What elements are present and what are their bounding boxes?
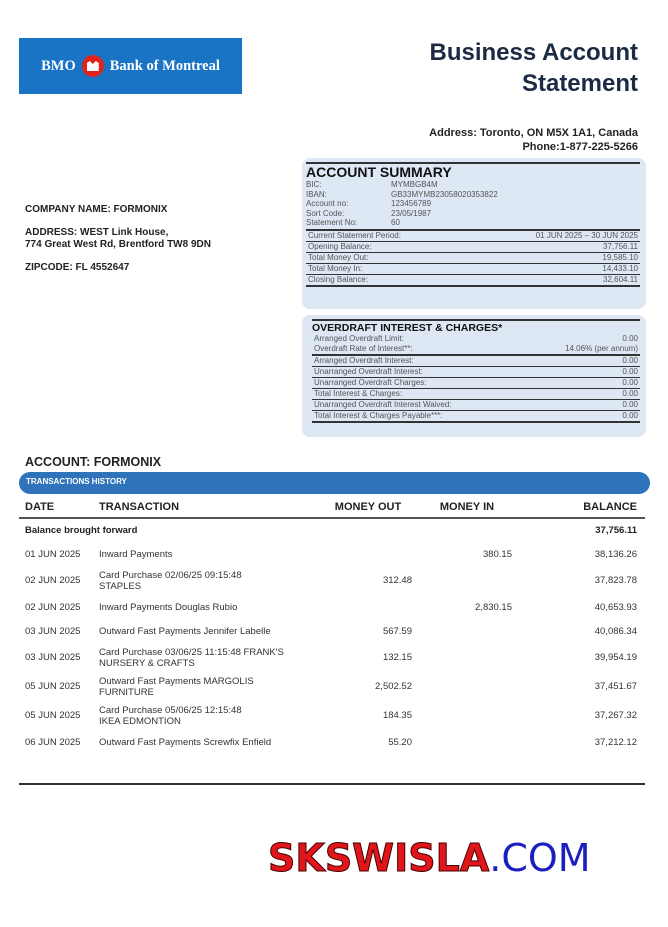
overdraft-label: Unarranged Overdraft Interest Waived: [314, 400, 452, 409]
row-date: 02 JUN 2025 [25, 601, 81, 613]
bank-address: Address: Toronto, ON M5X 1A1, Canada [429, 127, 638, 139]
summary-value: 19,585.10 [602, 252, 638, 262]
summary-row [306, 275, 640, 287]
table-row [19, 701, 645, 730]
row-balance: 37,212.12 [594, 736, 637, 748]
overdraft-value: 14.06% (per annum) [565, 344, 638, 353]
detail-label: Statement No: [306, 218, 358, 227]
row-money-out: 184.35 [382, 710, 412, 721]
row-date: 05 JUN 2025 [25, 710, 81, 721]
row-money-in: 380.15 [482, 548, 512, 560]
company-address-line-1: ADDRESS: WEST Link House, [25, 227, 169, 238]
row-balance: 39,954.19 [594, 652, 637, 663]
row-balance: 40,086.34 [594, 625, 637, 637]
account-summary-title: ACCOUNT SUMMARY [306, 162, 640, 180]
transaction-line-1: Card Purchase 05/06/25 12:15:48 [99, 704, 242, 716]
overdraft-value: 0.00 [622, 400, 638, 409]
row-date: 03 JUN 2025 [25, 625, 81, 637]
overdraft-row [312, 400, 640, 411]
overdraft-row [312, 389, 640, 400]
summary-label: Total Money In: [308, 263, 363, 273]
summary-row [306, 253, 640, 264]
overdraft-row [312, 367, 640, 378]
row-money-in [412, 701, 512, 730]
bank-logo [19, 38, 242, 94]
overdraft-label: Total Interest & Charges Payable***: [314, 411, 443, 420]
row-transaction [99, 595, 324, 619]
document-title [430, 37, 639, 99]
overdraft-value: 0.00 [622, 389, 638, 398]
row-transaction [99, 619, 324, 643]
row-money-out: 55.20 [388, 736, 412, 748]
row-date: 03 JUN 2025 [25, 652, 81, 663]
transaction-line-2: FURNITURE [99, 686, 154, 698]
overdraft-title: OVERDRAFT INTEREST & CHARGES* [312, 319, 640, 334]
row-date: 01 JUN 2025 [25, 548, 81, 560]
transaction-line-1: Outward Fast Payments MARGOLIS [99, 675, 254, 687]
table-row [19, 672, 645, 701]
summary-row [306, 264, 640, 275]
logo-bank-name: Bank of Montreal [109, 57, 220, 74]
detail-label: Account no: [306, 199, 349, 208]
transactions-history-bar: TRANSACTIONS HISTORY [19, 472, 650, 494]
row-money-out: 2,502.52 [375, 681, 412, 692]
summary-value: 32,604.11 [603, 274, 638, 284]
row-money-out: 567.59 [382, 625, 412, 637]
overdraft-value: 0.00 [622, 367, 638, 376]
company-zipcode: ZIPCODE: FL 4552647 [25, 262, 130, 273]
logo-short-name: BMO [41, 57, 76, 74]
detail-label: Sort Code: [306, 208, 345, 218]
transaction-line-2: STAPLES [99, 580, 142, 592]
row-transaction [99, 542, 324, 566]
account-summary-panel [302, 158, 646, 309]
row-money-out [324, 595, 412, 619]
watermark-part-2: .COM [489, 836, 591, 880]
bmo-roundel-icon [82, 55, 104, 77]
summary-label: Total Money Out: [308, 252, 369, 262]
balance-brought-forward-row [19, 518, 645, 542]
row-transaction [99, 566, 324, 595]
row-transaction [99, 701, 324, 730]
detail-row [306, 199, 640, 209]
table-row [19, 542, 645, 566]
overdraft-label: Unarranged Overdraft Interest: [314, 367, 423, 376]
row-money-in [412, 672, 512, 701]
account-details [306, 180, 640, 231]
summary-label: Closing Balance: [308, 274, 369, 284]
brought-forward-balance: 37,756.11 [595, 525, 637, 536]
transaction-line-1: Outward Fast Payments Screwfix Enfield [99, 736, 272, 748]
summary-row [306, 242, 640, 253]
column-header-transaction: TRANSACTION [99, 497, 324, 518]
summary-value: 01 JUN 2025 – 30 JUN 2025 [535, 230, 638, 240]
row-money-in: 2,830.15 [475, 601, 512, 613]
table-header-row [19, 497, 645, 518]
overdraft-value: 0.00 [622, 411, 638, 420]
company-info [25, 204, 211, 274]
table-row [19, 566, 645, 595]
row-date: 02 JUN 2025 [25, 575, 81, 586]
overdraft-label: Overdraft Rate of Interest**: [314, 344, 413, 353]
row-transaction [99, 672, 324, 701]
overdraft-row [312, 378, 640, 389]
transaction-line-2: NURSERY & CRAFTS [99, 657, 195, 669]
overdraft-row [312, 411, 640, 423]
overdraft-value: 0.00 [622, 356, 638, 365]
summary-row [306, 231, 640, 242]
detail-label: BIC: [306, 180, 322, 189]
overdraft-value: 0.00 [622, 334, 638, 343]
overdraft-label: Total Interest & Charges: [314, 389, 403, 398]
row-date: 05 JUN 2025 [25, 681, 81, 692]
detail-value: 123456789 [391, 199, 432, 208]
detail-row [306, 180, 640, 190]
transactions-table [19, 497, 645, 754]
watermark-part-1: SKSWISLA [268, 836, 490, 880]
brought-forward-label: Balance brought forward [25, 525, 138, 536]
transaction-line-1: Card Purchase 02/06/25 09:15:48 [99, 569, 242, 581]
detail-value: 23/05/1987 [391, 208, 432, 218]
transaction-line-1: Inward Payments Douglas Rubio [99, 601, 238, 613]
row-balance: 37,451.67 [594, 681, 637, 692]
row-money-out: 312.48 [382, 575, 412, 586]
summary-value: 37,756.11 [603, 241, 638, 251]
column-header-money-in: MONEY IN [412, 497, 512, 518]
row-money-in [412, 643, 512, 672]
overdraft-row [312, 334, 640, 344]
overdraft-panel [302, 315, 646, 437]
row-balance: 38,136.26 [594, 548, 637, 560]
overdraft-row [312, 356, 640, 367]
detail-row [306, 218, 640, 228]
transaction-line-1: Outward Fast Payments Jennifer Labelle [99, 625, 271, 637]
row-money-in [412, 730, 512, 754]
summary-label: Opening Balance: [308, 241, 372, 251]
overdraft-label: Unarranged Overdraft Charges: [314, 378, 427, 387]
transaction-line-2: IKEA EDMONTION [99, 715, 181, 727]
bank-contact [429, 126, 638, 154]
title-line-1: Business Account [429, 39, 638, 66]
table-row [19, 595, 645, 619]
summary-value: 14,433.10 [602, 263, 638, 273]
row-money-in [412, 566, 512, 595]
column-header-money-out: MONEY OUT [324, 497, 412, 518]
detail-value: MYMBGB4M [391, 180, 438, 189]
row-money-in [412, 619, 512, 643]
transaction-line-1: Inward Payments [99, 548, 173, 560]
overdraft-value: 0.00 [622, 378, 638, 387]
summary-label: Current Statement Period: [308, 230, 401, 240]
row-balance: 37,823.78 [594, 575, 637, 586]
bank-phone: Phone:1-877-225-5266 [522, 141, 638, 153]
company-address-line-2: 774 Great West Rd, Brentford TW8 9DN [25, 239, 211, 250]
table-row [19, 730, 645, 754]
detail-row [306, 190, 640, 200]
detail-label: IBAN: [306, 189, 327, 199]
column-header-date: DATE [19, 497, 99, 518]
table-row [19, 619, 645, 643]
overdraft-label: Arranged Overdraft Interest: [314, 356, 414, 365]
detail-row [306, 209, 640, 219]
row-date: 06 JUN 2025 [25, 736, 81, 748]
company-address [25, 227, 211, 251]
overdraft-label: Arranged Overdraft Limit: [314, 334, 404, 343]
company-name: COMPANY NAME: FORMONIX [25, 204, 168, 215]
row-money-out [324, 542, 412, 566]
account-heading: ACCOUNT: FORMONIX [25, 455, 162, 469]
table-row [19, 643, 645, 672]
title-line-2: Statement [521, 70, 638, 97]
row-balance: 40,653.93 [594, 601, 637, 613]
table-bottom-rule [19, 783, 645, 785]
row-transaction [99, 730, 324, 754]
detail-value: 60 [391, 218, 400, 227]
watermark [268, 836, 591, 880]
detail-value: GB33MYMB23058020353822 [391, 189, 498, 199]
transaction-line-1: Card Purchase 03/06/25 11:15:48 FRANK'S [99, 646, 284, 658]
overdraft-row [312, 344, 640, 356]
row-transaction [99, 643, 324, 672]
row-balance: 37,267.32 [594, 710, 637, 721]
row-money-out: 132.15 [382, 652, 412, 663]
column-header-balance: BALANCE [512, 497, 645, 518]
